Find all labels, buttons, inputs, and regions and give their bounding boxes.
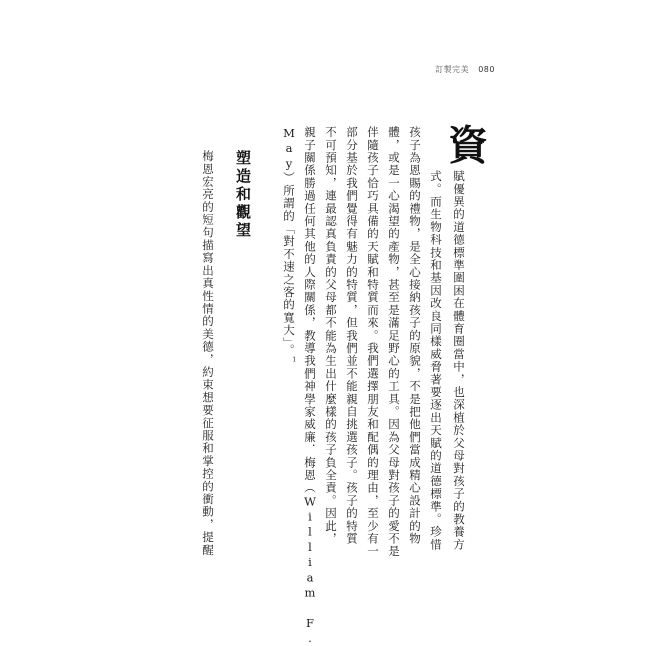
body-column-7: 不可預知，連最認真負責的父母都不能為生出什麼樣的孩子負全責。因此， [324, 126, 338, 546]
body-column-2: 式。而生物科技和基因改良同樣威脅著要逐出天賦的道德標準。珍惜 [429, 170, 443, 551]
page-number: 080 [478, 65, 495, 74]
body-column-4: 體，或是一心渴望的產物，甚至是滿足野心的工具。因為父母對孩子的愛不是 [387, 126, 401, 558]
drop-cap: 資 [448, 122, 488, 169]
body-column-9 [278, 126, 305, 365]
body-column-5: 伴隨孩子恰巧具備的天賦和特質而來。我們選擇朋友和配偶的理由，至少有一 [366, 126, 380, 558]
section-title: 塑造和觀望 [234, 150, 252, 240]
body-column-6: 部分基於我們覺得有魅力的特質，但我們並不能親自挑選孩子。孩子的特質 [345, 126, 359, 546]
body-column-8: 親子關係勝過任何其他的人際關係，教導我們神學家威廉．梅恩（William F. [303, 126, 317, 646]
section-column-1: 梅恩宏亮的短句描寫出真性情的美德，約束想要征服和掌控的衝動，提醒 [201, 150, 215, 557]
footnote-marker: 1 [290, 356, 298, 365]
running-header [435, 64, 495, 75]
body-column-3: 孩子為恩賜的禮物，是全心接納孩子的原貌，不是把他們當成精心設計的物 [408, 126, 422, 546]
book-title: 訂製完美 [435, 65, 470, 74]
body-column-9-text: May）所謂的「對不速之客的寬大」。 [282, 126, 296, 357]
body-column-1: 賦優異的道德標準圍困在體育圈當中，也深植於父母對孩子的教養方 [452, 170, 466, 551]
